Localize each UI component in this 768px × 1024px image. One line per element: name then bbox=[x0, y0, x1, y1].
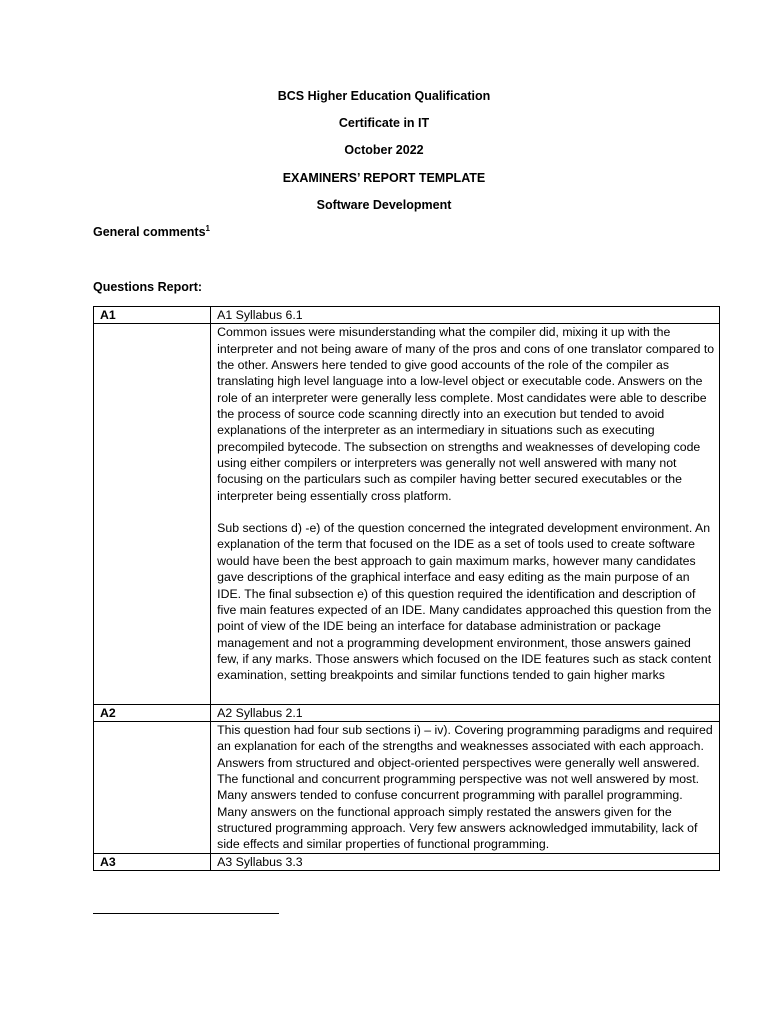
table-row bbox=[94, 324, 720, 704]
table-row bbox=[94, 721, 720, 853]
question-comment bbox=[211, 324, 720, 704]
table-row bbox=[94, 307, 720, 324]
question-label: A2 bbox=[94, 704, 211, 721]
question-label-empty bbox=[94, 324, 211, 704]
comment-paragraph: Common issues were misunderstanding what the compiler did, mixing it up with the interpreter and not being aware of many of the pros and cons of one translator compared to the other. Answers here tended to give good accounts of the role of the compiler as translating high level language into a low-level object or executable code. Answers on the role of an interpreter were generally less complete. Most candidates were able to describe the process of source code scanning directly into an execution but tended to avoid explanations of the interpreter as an intermediary in situations such as executing precompiled bytecode. The subsection on strengths and weaknesses of developing code using either compilers or interpreters was generally not well answered with many not focusing on the particulars such as compiler having better secured executables or the interpreter being essentially cross platform. bbox=[217, 325, 715, 503]
comment-paragraph: This question had four sub sections i) – iv). Covering programming paradigms and required an explanation for each of the strengths and weaknesses associated with each approach. Answers from structured and object-oriented perspectives were generally well answered. The functional and concurrent programming perspective was not well answered by most. Many answers tended to confuse concurrent programming with parallel programming. Many answers on the functional approach simply restated the answers given for the structured programming approach. Very few answers acknowledged immutability, lack of side effects and similar properties of functional programming. bbox=[217, 722, 713, 852]
question-label: A1 bbox=[94, 307, 211, 324]
comment-paragraph: Sub sections d) -e) of the question concerned the integrated development environment. An explanation of the term that focused on the IDE as a set of tools used to create software would have been the best approach to gain maximum marks, however many candidates gave descriptions of the graphical interface and easy editing as the main purpose of an IDE. The final subsection e) of this question required the identification and description of five main features expected of an IDE. Many candidates approached this question from the point of view of the IDE being an interface for database administration or package management and not a programming development environment, those answers gained few, if any marks. Those answers which focused on the IDE features such as stack content examination, setting breakpoints and similar functions tended to gain higher marks bbox=[217, 521, 712, 683]
syllabus-reference: A2 Syllabus 2.1 bbox=[211, 704, 720, 721]
certificate-title: Certificate in IT bbox=[338, 116, 430, 130]
syllabus-reference: A3 Syllabus 3.3 bbox=[211, 853, 720, 870]
qualification-title: BCS Higher Education Qualification bbox=[277, 89, 491, 103]
question-label-empty bbox=[94, 721, 211, 853]
questions-report-table bbox=[93, 306, 720, 871]
report-title: EXAMINERS’ REPORT TEMPLATE bbox=[282, 171, 486, 185]
syllabus-reference: A1 Syllabus 6.1 bbox=[211, 307, 720, 324]
footnote-marker: 1 bbox=[205, 223, 210, 233]
table-row bbox=[94, 853, 720, 870]
questions-report-heading: Questions Report: bbox=[93, 280, 203, 294]
general-comments-label: General comments bbox=[93, 225, 206, 239]
general-comments-heading bbox=[93, 224, 210, 240]
subject-title: Software Development bbox=[316, 198, 452, 212]
question-comment bbox=[211, 721, 720, 853]
exam-date: October 2022 bbox=[344, 143, 424, 157]
footnote-separator bbox=[93, 913, 279, 914]
table-row bbox=[94, 704, 720, 721]
question-label: A3 bbox=[94, 853, 211, 870]
